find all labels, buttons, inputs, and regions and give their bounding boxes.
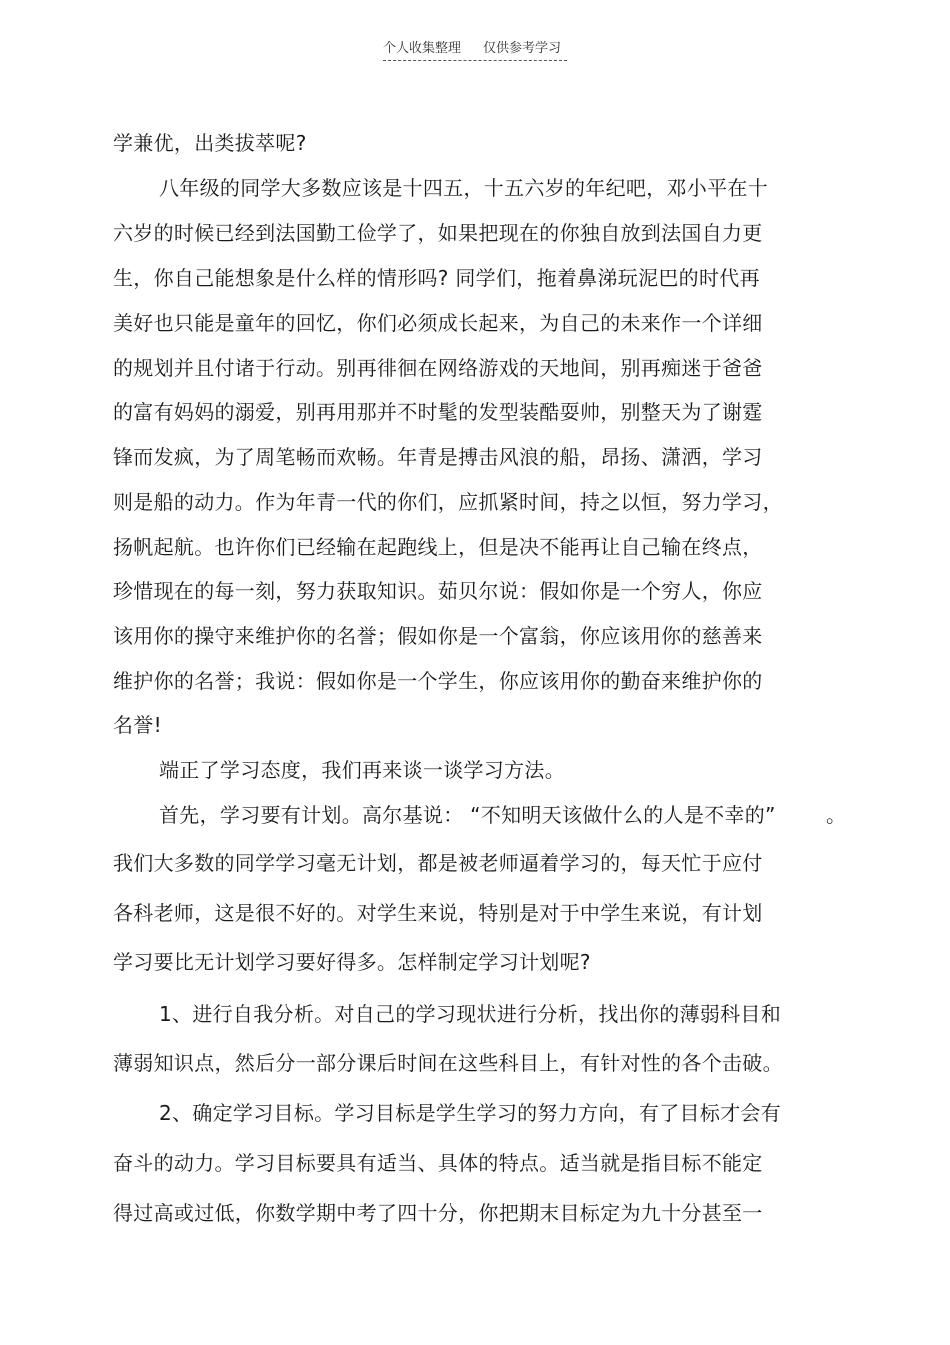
text-line: 学兼优，出类拔萃呢? [113,131,307,155]
text-line: 六岁的时候已经到法国勤工俭学了，如果把现在的你独自放到法国自力更 [113,221,763,245]
header-right-text: 仅供参考学习 [483,41,562,56]
trailing-punctuation: 。 [826,803,846,827]
text-line: 的富有妈妈的溺爱，别再用那并不时髦的发型装酷耍帅，别整天为了谢霆 [113,400,763,424]
header-left-text: 个人收集整理 [383,41,462,56]
paragraph-start-line: 八年级的同学大多数应该是十四五，十五六岁的年纪吧，邓小平在十 [159,176,768,200]
text-line: 生，你自己能想象是什么样的情形吗? 同学们，拖着鼻涕玩泥巴的时代再 [113,266,760,290]
text-line: 薄弱知识点，然后分一部分课后时间在这些科目上，有针对性的各个击破。 [113,1051,783,1075]
text-line: 美好也只能是童年的回忆，你们必须成长起来，为自己的未来作一个详细 [113,311,763,335]
page-header [383,40,567,61]
paragraph-start-line: 端正了学习态度，我们再来谈一谈学习方法。 [159,758,565,782]
paragraph-start-line: 2、确定学习目标。学习目标是学生学习的努力方向，有了目标才会有 [159,1101,782,1125]
text-line: 学习要比无计划学习要好得多。怎样制定学习计划呢? [113,950,591,974]
paragraph-start-line: 首先，学习要有计划。高尔基说： “不知明天该做什么的人是不幸的” [159,803,776,827]
text-line: 名誉! [113,713,162,737]
text-line: 该用你的操守来维护你的名誉；假如你是一个富翁，你应该用你的慈善来 [113,624,763,648]
text-line: 锋而发疯，为了周笔畅而欢畅。年青是搏击风浪的船，昂扬、潇洒，学习 [113,445,763,469]
text-line: 各科老师，这是很不好的。对学生来说，特别是对于中学生来说，有计划 [113,901,763,925]
paragraph-start-line: 1、进行自我分析。对自己的学习现状进行分析，找出你的薄弱科目和 [159,1002,782,1026]
text-line: 奋斗的动力。学习目标要具有适当、具体的特点。适当就是指目标不能定 [113,1151,763,1175]
text-line: 维护你的名誉；我说：假如你是一个学生，你应该用你的勤奋来维护你的 [113,669,763,693]
text-line: 我们大多数的同学学习毫无计划，都是被老师逼着学习的，每天忙于应付 [113,851,763,875]
text-line: 扬帆起航。也许你们已经输在起跑线上，但是决不能再让自己输在终点， [113,535,763,559]
text-line: 则是船的动力。作为年青一代的你们，应抓紧时间，持之以恒，努力学习， [113,490,783,514]
text-line: 珍惜现在的每一刻，努力获取知识。茹贝尔说：假如你是一个穷人，你应 [113,579,763,603]
text-line: 的规划并且付诸于行动。别再徘徊在网络游戏的天地间，别再痴迷于爸爸 [113,356,763,380]
text-line: 得过高或过低，你数学期中考了四十分，你把期末目标定为九十分甚至一 [113,1201,763,1225]
